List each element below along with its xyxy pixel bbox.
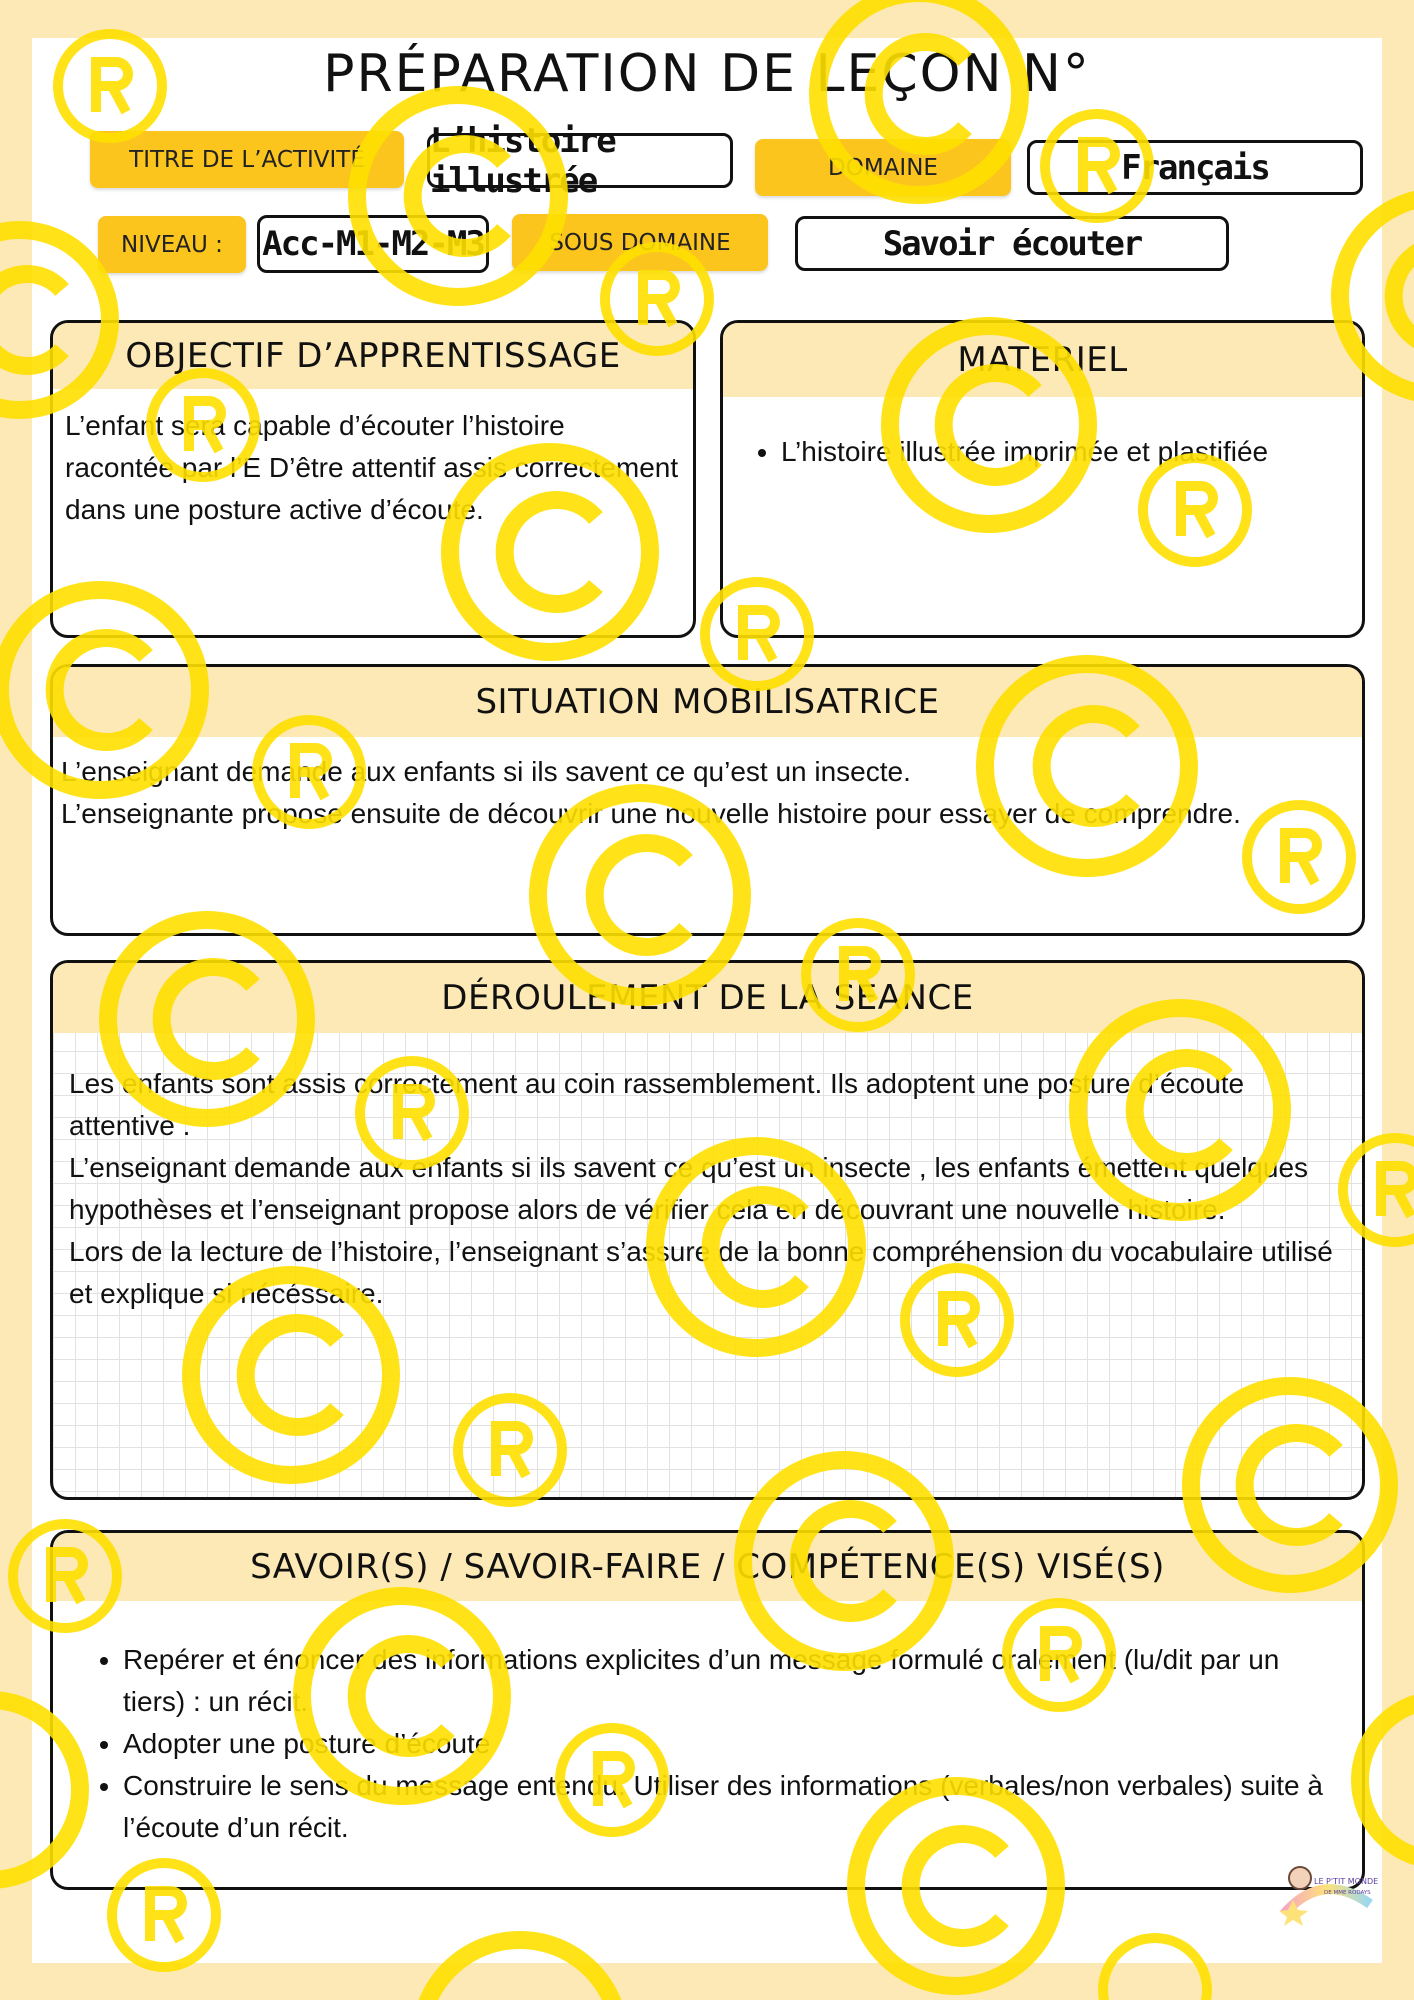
deroulement-paragraph: L’enseignant demande aux enfants si ils savent ce qu’est un insecte , les enfants émettent quelques hypothèses et l’enseignant propose alors de vérifier cela en découvrant une nouvelle histoire. bbox=[69, 1152, 1309, 1225]
objective-text: L’enfant sera capable d’écouter l’histoire racontée par l’E D’être attentif assis correctement dans une posture active d’écoute. bbox=[65, 410, 679, 525]
brand-logo bbox=[1270, 1852, 1378, 1928]
competences-heading: SAVOIR(S) / SAVOIR-FAIRE / COMPÉTENCE(S) VISÉ(S) bbox=[53, 1533, 1362, 1601]
deroulement-heading: DÉROULEMENT DE LA SEANCE bbox=[53, 963, 1362, 1033]
deroulement-section bbox=[50, 960, 1365, 1500]
subdomain-label: SOUS DOMAINE bbox=[512, 214, 768, 271]
situation-paragraph: L’enseignant demande aux enfants si ils savent ce qu’est un insecte. bbox=[61, 756, 911, 787]
situation-heading: SITUATION MOBILISATRICE bbox=[53, 667, 1362, 737]
objective-heading: OBJECTIF D’APPRENTISSAGE bbox=[53, 323, 693, 389]
objective-section bbox=[50, 320, 696, 638]
activity-value: L’histoire illustrée bbox=[427, 133, 733, 188]
materiel-heading: MATERIEL bbox=[723, 323, 1362, 397]
activity-label: TITRE DE L’ACTIVITÉ bbox=[90, 131, 404, 188]
star-icon bbox=[1279, 1900, 1308, 1926]
level-label: NIVEAU : bbox=[98, 216, 246, 273]
materiel-item: • L’histoire illustrée imprimée et plastifiée bbox=[781, 431, 1348, 473]
domain-value: Français bbox=[1027, 140, 1363, 195]
domain-label: DOMAINE bbox=[755, 139, 1011, 196]
competences-section bbox=[50, 1530, 1365, 1890]
competence-item: • Repérer et énoncer des informations explicites d’un message formulé oralement (lu/dit par un tiers) : un récit. bbox=[123, 1639, 1348, 1723]
competence-item: • Adopter une posture d’écoute bbox=[123, 1723, 1348, 1765]
subdomain-value: Savoir écouter bbox=[795, 216, 1229, 271]
logo-line1: LE P'TIT MONDE bbox=[1314, 1877, 1378, 1886]
deroulement-paragraph: Les enfants sont assis correctement au coin rassemblement. Ils adoptent une posture d’écoute attentive . bbox=[69, 1068, 1245, 1141]
page-title: PRÉPARATION DE LEÇON N° bbox=[323, 44, 1091, 104]
materiel-section bbox=[720, 320, 1365, 638]
level-value: Acc-M1-M2-M3 bbox=[257, 215, 489, 273]
situation-section bbox=[50, 664, 1365, 936]
deroulement-paragraph: Lors de la lecture de l’histoire, l’enseignant s’assure de la bonne compréhension du vocabulaire utilisé et explique si nécéssaire. bbox=[69, 1236, 1333, 1309]
situation-paragraph: L’enseignante propose ensuite de découvrir une nouvelle histoire pour essayer de comprendre. bbox=[61, 798, 1241, 829]
avatar bbox=[1289, 1867, 1311, 1889]
competence-item: • Construire le sens du message entendu. Utiliser des informations (verbales/non verbales) suite à l’écoute d’un récit. bbox=[123, 1765, 1348, 1849]
logo-line2: DE MME RODAYS bbox=[1324, 1890, 1371, 1896]
